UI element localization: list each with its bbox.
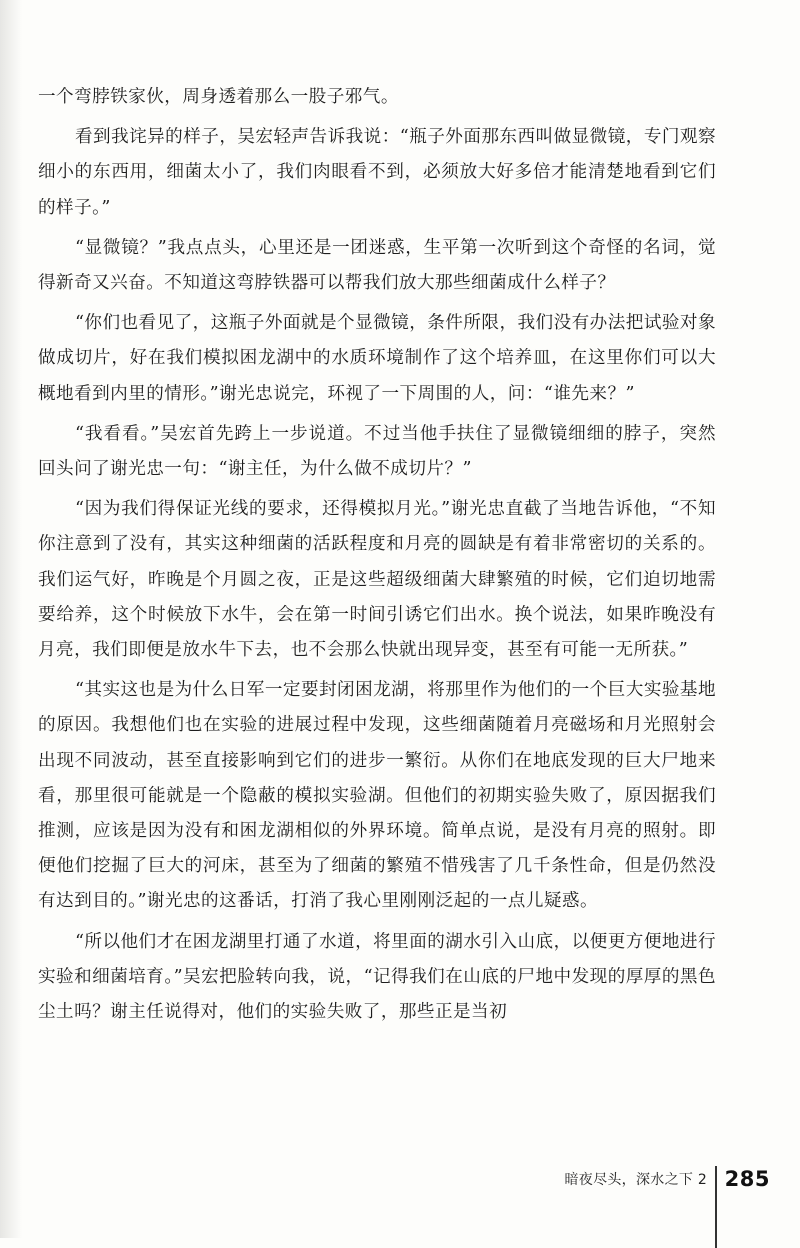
page-number: 285 (724, 1167, 770, 1191)
body-text (38, 80, 716, 1035)
page-footer (564, 1138, 770, 1220)
paragraph-6: “因为我们得保证光线的要求，还得模拟月光。”谢光忠直截了当地告诉他，“不知你注意到了没有，其实这种细菌的活跃程度和月亮的圆缺是有着非常密切的关系的。我们运气好，昨晚是个月圆之夜，正是这些超级细菌大肆繁殖的时候，它们迫切地需要给养，这个时候放下水牛，会在第一时间引诱它们出水。换个说法，如果昨晚没有月亮，我们即便是放水牛下去，也不会那么快就出现异变，甚至有可能一无所获。” (38, 499, 716, 661)
paragraph-1: 一个弯脖铁家伙，周身透着那么一股子邪气。 (38, 87, 399, 107)
running-footer-title: 暗夜尽头，深水之下 2 (564, 1172, 708, 1188)
paragraph-8: “所以他们才在困龙湖里打通了水道，将里面的湖水引入山底，以便更方便地进行实验和细菌培育。”吴宏把脸转向我，说，“记得我们在山底的尸地中发现的厚厚的黑色尘土吗？谢主任说得对，他们的实验失败了，那些正是当初 (38, 931, 716, 1023)
paragraph-2: 看到我诧异的样子，吴宏轻声告诉我说：“瓶子外面那东西叫做显微镜，专门观察细小的东西用，细菌太小了，我们肉眼看不到，必须放大好多倍才能清楚地看到它们的样子。” (38, 127, 716, 218)
paragraph-7: “其实这也是为什么日军一定要封闭困龙湖，将那里作为他们的一个巨大实验基地的原因。我想他们也在实验的进展过程中发现，这些细菌随着月亮磁场和月光照射会出现不同波动，甚至直接影响到它们的进步一繁衍。从你们在地底发现的巨大尸地来看，那里很可能就是一个隐蔽的模拟实验湖。但他们的初期实验失败了，原因据我们推测，应该是因为没有和困龙湖相似的外界环境。简单点说，是没有月亮的照射。即便他们挖掘了巨大的河床，甚至为了细菌的繁殖不惜残害了几千条性命，但是仍然没有达到目的。”谢光忠的这番话，打消了我心里刚刚泛起的一点儿疑惑。 (38, 680, 716, 912)
binding-shadow (0, 0, 22, 1238)
paragraph-5: “我看看。”吴宏首先跨上一步说道。不过当他手扶住了显微镜细细的脖子，突然回头问了谢光忠一句：“谢主任，为什么做不成切片？” (38, 423, 716, 480)
footer-divider (715, 1166, 717, 1248)
paragraph-4: “你们也看见了，这瓶子外面就是个显微镜，条件所限，我们没有办法把试验对象做成切片，好在我们模拟困龙湖中的水质环境制作了这个培养皿，在这里你们可以大概地看到内里的情形。”谢光忠说完，环视了一下周围的人，问：“谁先来？” (38, 313, 716, 404)
paragraph-3: “显微镜？”我点点头，心里还是一团迷惑，生平第一次听到这个奇怪的名词，觉得新奇又兴奋。不知道这弯脖铁器可以帮我们放大那些细菌成什么样子？ (38, 237, 716, 294)
